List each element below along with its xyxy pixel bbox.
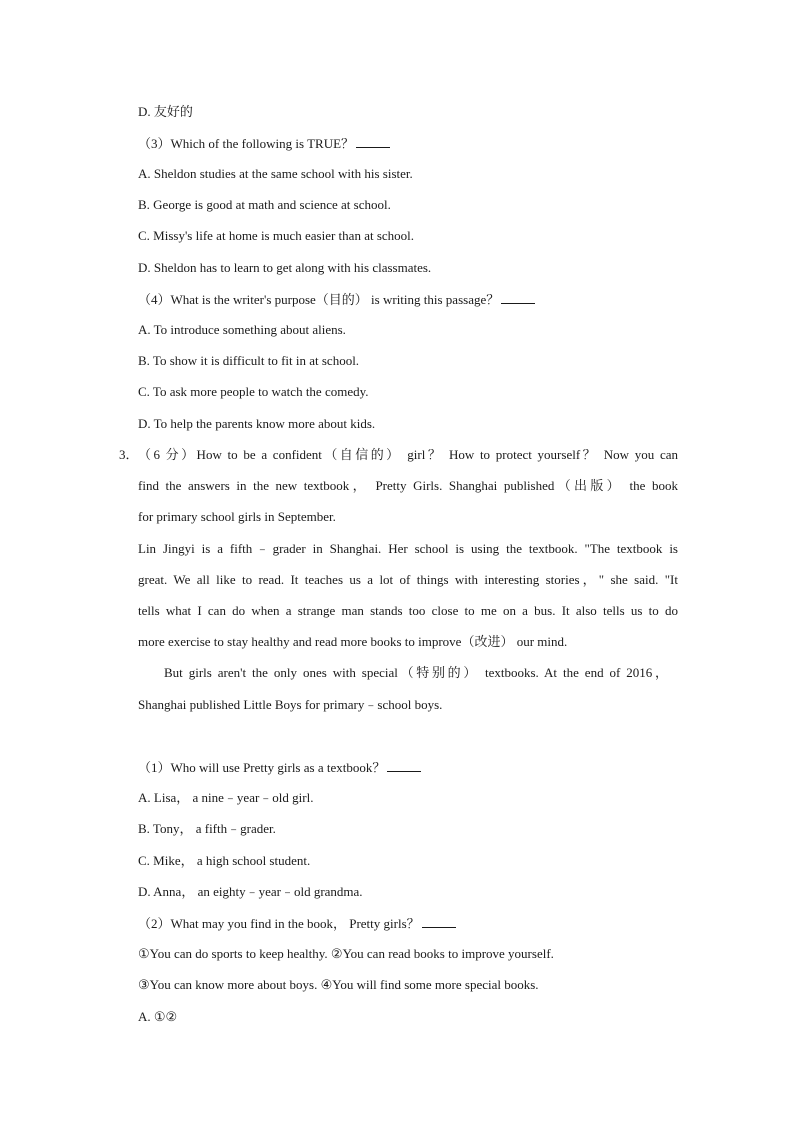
option-d-previous: D. 友好的 <box>138 104 193 119</box>
passage-line: find the answers in the new textbook， Pretty Girls. Shanghai published（出版） the book <box>138 478 678 493</box>
question-4-prompt: （4）What is the writer's purpose（目的） is writing this passage？ <box>138 291 678 308</box>
q3-option-a: A. Sheldon studies at the same school with his sister. <box>138 166 413 181</box>
answer-blank[interactable] <box>356 135 390 148</box>
q3-option-b: B. George is good at math and science at school. <box>138 197 391 212</box>
passage-line: Lin Jingyi is a fifth﹣grader in Shanghai. Her school is using the textbook. "The textbook is <box>138 541 678 556</box>
q3-option-c: C. Missy's life at home is much easier than at school. <box>138 228 415 243</box>
section-3-number: 3． <box>119 447 139 462</box>
q1-option-b: B. Tony， a fifth﹣grader. <box>138 821 276 836</box>
question-1-prompt: （1）Who will use Pretty girls as a textbook？ <box>138 759 678 776</box>
q2-option-a: A. ①② <box>138 1009 178 1024</box>
q3-option-d: D. Sheldon has to learn to get along with his classmates. <box>138 260 432 275</box>
passage-line: great. We all like to read. It teaches us a lot of things with interesting stories，" she said. "It <box>138 572 678 587</box>
q1-option-d: D. Anna， an eighty﹣year﹣old grandma. <box>138 884 363 899</box>
answer-blank[interactable] <box>387 759 421 772</box>
q2-statement-line: ③You can know more about boys. ④You will find some more special books. <box>138 977 539 992</box>
q4-option-a: A. To introduce something about aliens. <box>138 322 346 337</box>
passage-line: for primary school girls in September. <box>138 509 336 524</box>
question-2-prompt: （2）What may you find in the book， Pretty girls？ <box>138 915 678 932</box>
q2-statement-line: ①You can do sports to keep healthy. ②You can read books to improve yourself. <box>138 946 554 961</box>
q1-option-c: C. Mike， a high school student. <box>138 853 311 868</box>
passage-line: （6 分）How to be a confident（自信的） girl？ How to protect yourself？ Now you can <box>138 447 678 462</box>
answer-blank[interactable] <box>501 291 535 304</box>
passage-line: more exercise to stay healthy and read more books to improve（改进） our mind. <box>138 634 568 649</box>
passage-line: Shanghai published Little Boys for primary﹣school boys. <box>138 697 443 712</box>
q1-option-a: A. Lisa， a nine﹣year﹣old girl. <box>138 790 314 805</box>
question-3-prompt: （3）Which of the following is TRUE？ <box>138 135 678 152</box>
answer-blank[interactable] <box>422 915 456 928</box>
passage-line: tells what I can do when a strange man stands too close to me on a bus. It also tells us to do <box>138 603 678 618</box>
q4-option-c: C. To ask more people to watch the comedy. <box>138 384 369 399</box>
passage-line: But girls aren't the only ones with special（特别的） textbooks. At the end of 2016， <box>164 665 668 680</box>
q4-option-b: B. To show it is difficult to fit in at school. <box>138 353 360 368</box>
q4-option-d: D. To help the parents know more about kids. <box>138 416 376 431</box>
